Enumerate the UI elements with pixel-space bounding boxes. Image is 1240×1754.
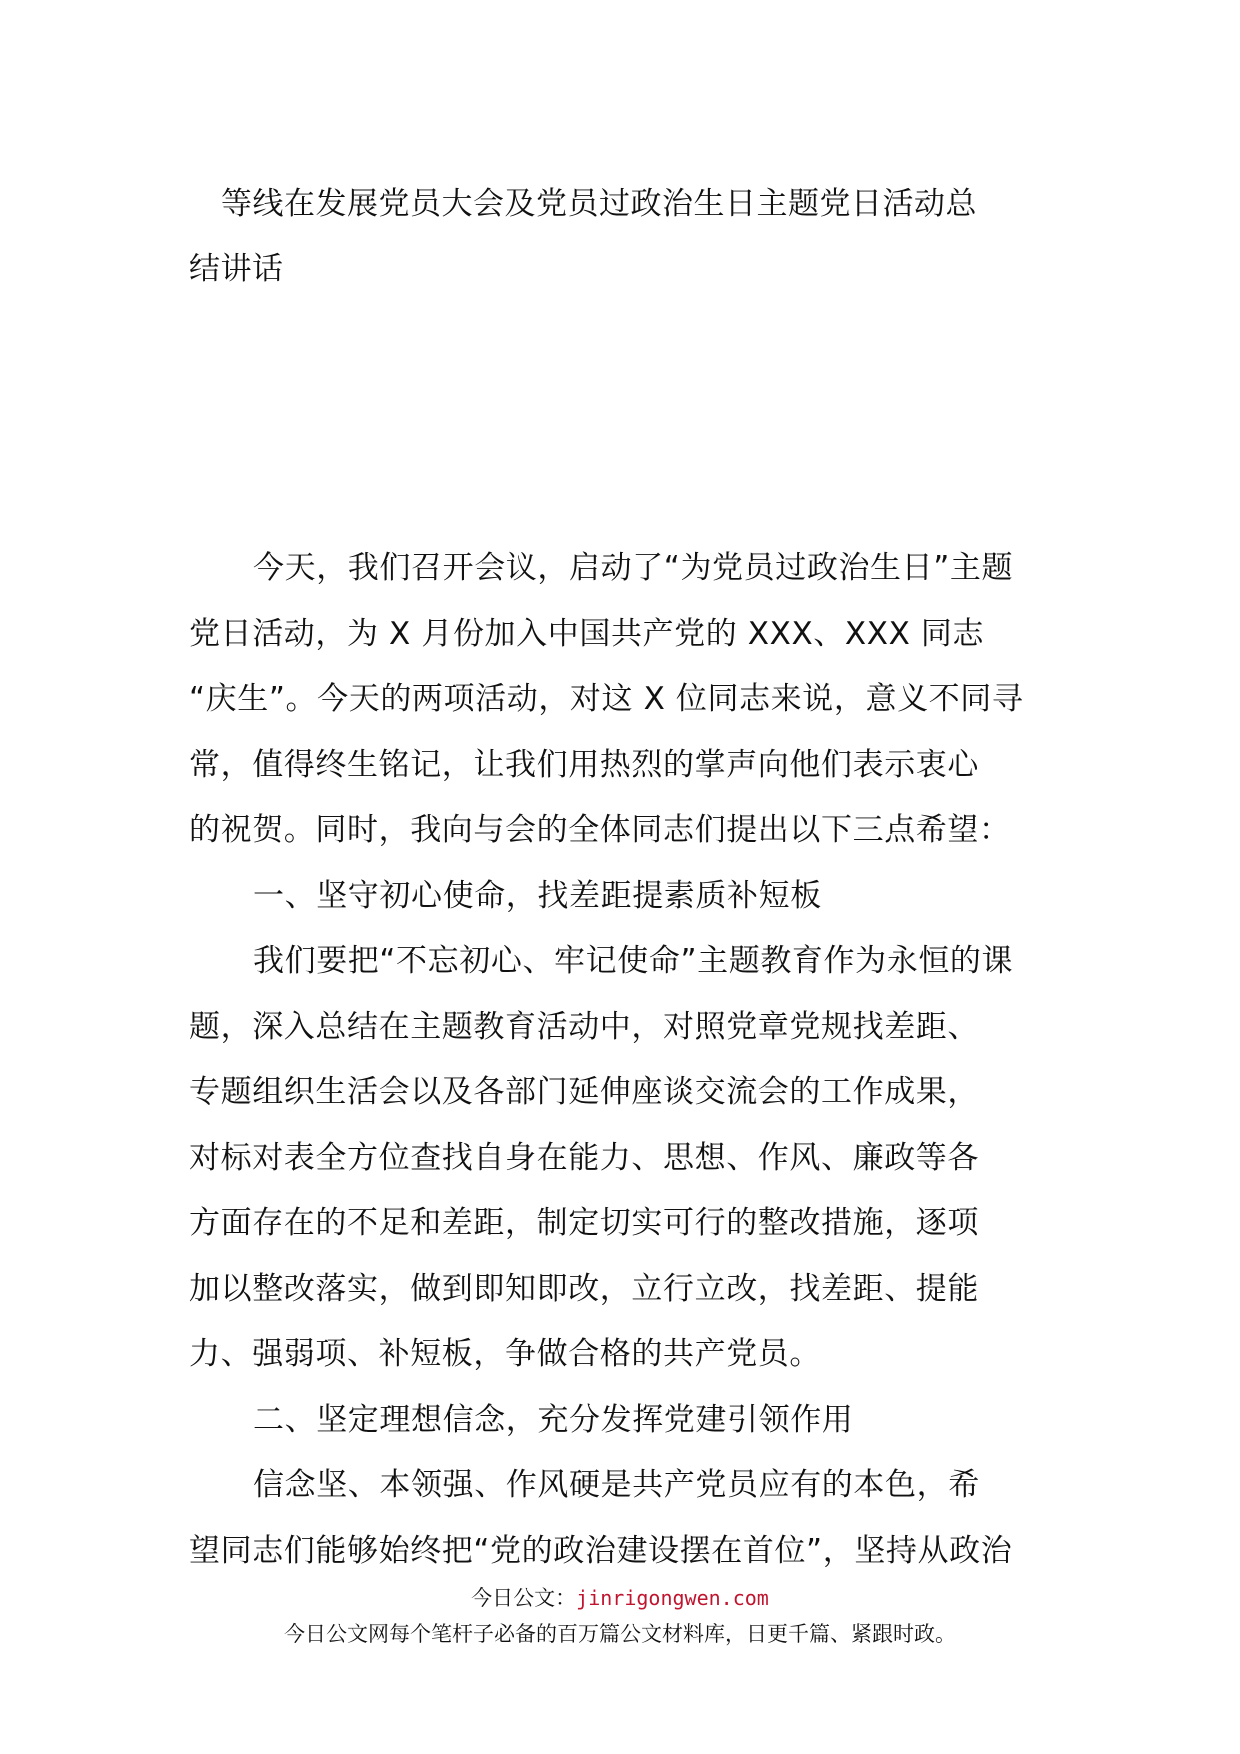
section-heading-2: 二、坚定理想信念，充分发挥党建引领作用 bbox=[253, 1401, 854, 1438]
paragraph-section-1 bbox=[189, 929, 1064, 1388]
text-line: 信念坚、本领强、作风硬是共产党员应有的本色，希 bbox=[253, 1467, 980, 1503]
title-line-2: 结讲话 bbox=[189, 251, 284, 287]
text-line: 力、强弱项、补短板，争做合格的共产党员。 bbox=[189, 1336, 821, 1372]
document-title bbox=[189, 172, 1059, 302]
document-body bbox=[189, 536, 1064, 1584]
paragraph-section-2 bbox=[189, 1453, 1064, 1584]
text-line: 的祝贺。同时，我向与会的全体同志们提出以下三点希望： bbox=[189, 812, 1011, 848]
text-line: 对标对表全方位查找自身在能力、思想、作风、廉政等各 bbox=[189, 1139, 979, 1176]
text-line: 常，值得终生铭记，让我们用热烈的掌声向他们表示衷心 bbox=[189, 746, 979, 783]
text-line: 党日活动，为 X 月份加入中国共产党的 XXX、XXX 同志 bbox=[189, 615, 985, 652]
text-line: 加以整改落实，做到即知即改，立行立改，找差距、提能 bbox=[189, 1270, 979, 1307]
section-heading-1: 一、坚守初心使命，找差距提素质补短板 bbox=[253, 877, 822, 914]
text-line: 方面存在的不足和差距，制定切实可行的整改措施，逐项 bbox=[189, 1205, 979, 1241]
footer-source-label: 今日公文： bbox=[471, 1586, 577, 1610]
title-line-1: 等线在发展党员大会及党员过政治生日主题党日活动总 bbox=[221, 186, 977, 222]
text-line: 今天，我们召开会议，启动了“为党员过政治生日”主题 bbox=[253, 550, 1014, 586]
text-line: “庆生”。今天的两项活动，对这 X 位同志来说，意义不同寻 bbox=[189, 681, 1024, 717]
text-line: 我们要把“不忘初心、牢记使命”主题教育作为永恒的课 bbox=[253, 943, 1014, 979]
footer-tagline: 今日公文网每个笔杆子必备的百万篇公文材料库，日更千篇、紧跟时政。 bbox=[284, 1622, 956, 1646]
paragraph-opening bbox=[189, 536, 1064, 864]
text-line: 题，深入总结在主题教育活动中，对照党章党规找差距、 bbox=[189, 1008, 979, 1045]
text-line: 专题组织生活会以及各部门延伸座谈交流会的工作成果， bbox=[189, 1074, 979, 1110]
text-line: 望同志们能够始终把“党的政治建设摆在首位”，坚持从政治 bbox=[189, 1532, 1013, 1569]
footer-source bbox=[0, 1584, 1240, 1612]
footer-source-link[interactable]: jinrigongwen.com bbox=[576, 1586, 769, 1610]
